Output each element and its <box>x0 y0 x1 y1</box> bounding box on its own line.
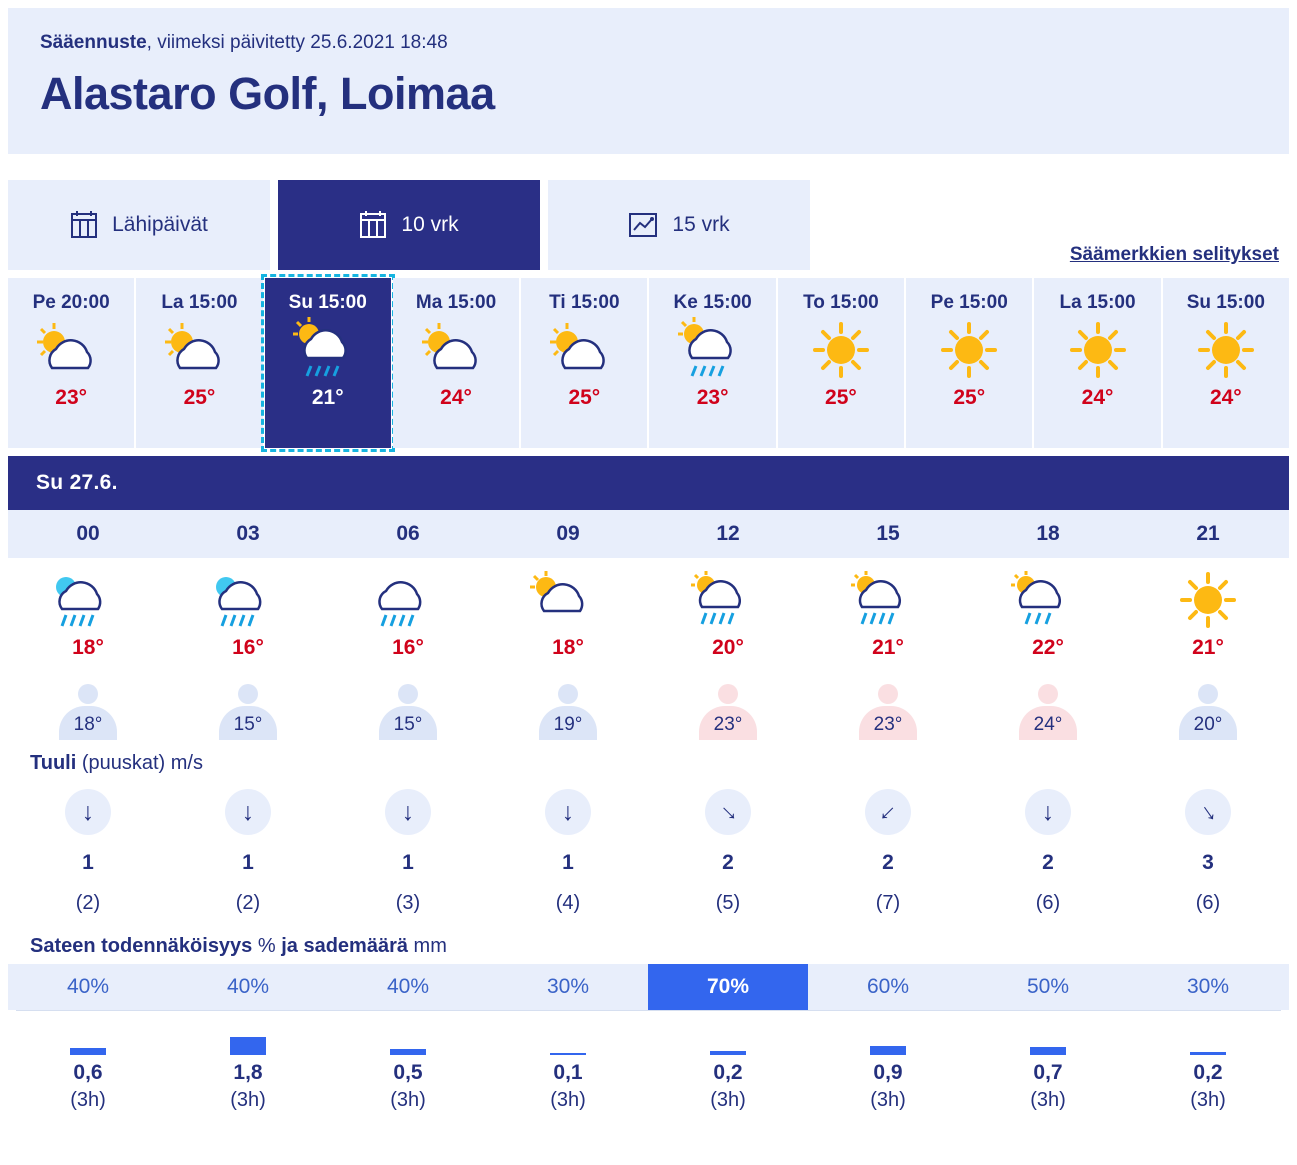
wind-speed: 2 <box>722 851 734 874</box>
precip-period: (3h) <box>70 1089 106 1111</box>
wind-arrow-cell <box>8 781 168 843</box>
day-label: To 15:00 <box>803 292 879 313</box>
precip-bar <box>550 1053 586 1055</box>
precip-period: (3h) <box>1030 1089 1066 1111</box>
precip-amount-cell <box>8 1025 168 1119</box>
day-label: Su 15:00 <box>1186 292 1265 313</box>
feels-like-value: 15° <box>393 714 423 735</box>
hour-weather-cell <box>808 568 968 668</box>
feels-like-cell <box>808 668 968 740</box>
precip-amount-cell <box>488 1025 648 1119</box>
hour-label: 03 <box>236 522 260 545</box>
hour-label: 00 <box>76 522 100 545</box>
precip-period: (3h) <box>230 1089 266 1111</box>
person-silhouette-icon <box>859 682 917 740</box>
precip-mm: 0,6 <box>73 1061 103 1084</box>
tab-label: 10 vrk <box>401 213 459 236</box>
partly-cloudy-icon <box>152 314 246 386</box>
forecast-updated-meta <box>40 32 1289 54</box>
wind-speed: 1 <box>562 851 574 874</box>
ten-day-strip <box>8 278 1289 448</box>
precip-mm: 0,2 <box>1193 1061 1223 1084</box>
precip-probability: 40% <box>66 975 110 998</box>
precip-mm: 1,8 <box>233 1061 263 1084</box>
person-silhouette-icon <box>699 682 757 740</box>
calendar-icon <box>70 210 98 240</box>
feels-like-value: 20° <box>1193 714 1223 735</box>
wind-speed: 1 <box>82 851 94 874</box>
tab-10-vrk[interactable] <box>278 180 540 270</box>
wind-speed: 1 <box>242 851 254 874</box>
feels-like-cell <box>168 668 328 740</box>
sunny-icon <box>934 314 1004 386</box>
person-silhouette-icon <box>379 682 437 740</box>
hour-temp: 16° <box>232 636 264 659</box>
hour-weather-cell <box>648 568 808 668</box>
calendar-icon <box>359 210 387 240</box>
hour-label: 12 <box>716 522 740 545</box>
hour-label: 18 <box>1036 522 1060 545</box>
precipitation-section-label <box>8 923 1289 964</box>
wind-gust: (6) <box>1195 891 1221 914</box>
wind-arrow-row <box>8 781 1289 843</box>
precip-bar <box>1030 1047 1066 1055</box>
precip-bar <box>1190 1052 1226 1055</box>
wind-arrow-cell <box>488 781 648 843</box>
wind-speed: 3 <box>1202 851 1214 874</box>
wind-gust: (2) <box>235 891 261 914</box>
sunny-icon <box>1173 568 1243 636</box>
sunny-icon <box>806 314 876 386</box>
selected-date-bar: Su 27.6. <box>8 456 1289 510</box>
day-card-2[interactable] <box>265 278 391 448</box>
cloudy-rain-night-icon <box>200 568 296 636</box>
hour-label: 06 <box>396 522 420 545</box>
feels-like-value: 19° <box>553 714 583 735</box>
day-card-4[interactable] <box>521 278 647 448</box>
feels-like-value: 15° <box>233 714 263 735</box>
day-label: Su 15:00 <box>288 292 367 313</box>
day-card-8[interactable] <box>1034 278 1160 448</box>
feels-like-value: 24° <box>1033 714 1063 735</box>
day-temp: 25° <box>953 386 986 409</box>
precip-period: (3h) <box>550 1089 586 1111</box>
sunny-icon <box>1063 314 1133 386</box>
wind-gust: (7) <box>875 891 901 914</box>
hour-temp: 18° <box>72 636 104 659</box>
day-temp: 25° <box>183 386 216 409</box>
partly-cloudy-rain-icon <box>680 568 776 636</box>
wind-label-rest: (puuskat) m/s <box>76 752 203 774</box>
wind-gust-row <box>8 883 1289 923</box>
hour-label: 15 <box>876 522 900 545</box>
wind-arrow-cell <box>328 781 488 843</box>
hour-weather-cell <box>488 568 648 668</box>
wind-gust: (5) <box>715 891 741 914</box>
forecast-meta-rest: , viimeksi päivitetty 25.6.2021 18:48 <box>146 32 448 53</box>
page-header <box>8 8 1289 154</box>
precip-mm: 0,7 <box>1033 1061 1063 1084</box>
person-silhouette-icon <box>1019 682 1077 740</box>
precip-period: (3h) <box>710 1089 746 1111</box>
wind-direction-arrow-icon: ↓ <box>1185 789 1231 835</box>
precip-period: (3h) <box>870 1089 906 1111</box>
hour-weather-cell <box>168 568 328 668</box>
precip-label-a: Sateen todennäköisyys <box>30 935 253 957</box>
partly-cloudy-rain-icon <box>1000 568 1096 636</box>
wind-speed: 2 <box>1042 851 1054 874</box>
hour-temp: 22° <box>1032 636 1064 659</box>
partly-cloudy-icon <box>537 314 631 386</box>
day-card-0[interactable] <box>8 278 134 448</box>
hour-weather-cell <box>1128 568 1288 668</box>
day-temp: 23° <box>55 386 88 409</box>
wind-direction-arrow-icon: ↓ <box>65 789 111 835</box>
day-temp: 23° <box>696 386 729 409</box>
hour-label: 21 <box>1196 522 1220 545</box>
precip-bar <box>390 1049 426 1055</box>
feels-like-cell <box>328 668 488 740</box>
day-card-9[interactable] <box>1163 278 1289 448</box>
forecast-range-tabbar <box>8 180 1289 270</box>
precip-probability: 70% <box>648 964 808 1010</box>
precip-mm: 0,2 <box>713 1061 743 1084</box>
precip-probability: 40% <box>226 975 270 998</box>
precip-amount-cell <box>808 1025 968 1119</box>
weather-forecast-page <box>0 8 1297 1165</box>
hour-temp: 21° <box>872 636 904 659</box>
precip-mm: 0,1 <box>553 1061 583 1084</box>
precip-label-d: mm <box>407 935 447 957</box>
wind-speed-row <box>8 843 1289 883</box>
wind-label-strong: Tuuli <box>30 752 77 774</box>
wind-direction-arrow-icon: ↓ <box>385 789 431 835</box>
precip-amount-cell <box>168 1025 328 1119</box>
precip-bar <box>870 1046 906 1055</box>
partly-cloudy-rain-icon <box>281 314 375 386</box>
feels-like-value: 23° <box>873 714 903 735</box>
person-silhouette-icon <box>539 682 597 740</box>
day-card-1[interactable] <box>136 278 262 448</box>
precip-mm: 0,9 <box>873 1061 903 1084</box>
tab-lahipaivat[interactable] <box>8 180 270 270</box>
precip-bar <box>230 1037 266 1055</box>
wind-direction-arrow-icon: ↓ <box>865 789 911 835</box>
wind-gust: (4) <box>555 891 581 914</box>
forecast-meta-strong: Sääennuste <box>40 32 147 53</box>
precip-label-b: % <box>252 935 282 957</box>
day-temp: 21° <box>311 386 344 409</box>
feels-like-cell <box>488 668 648 740</box>
wind-gust: (3) <box>395 891 421 914</box>
precip-label-c: ja sademäärä <box>281 935 408 957</box>
day-label: Ke 15:00 <box>673 292 752 313</box>
day-temp: 25° <box>568 386 601 409</box>
hour-temp: 20° <box>712 636 744 659</box>
day-label: Ma 15:00 <box>415 292 497 313</box>
partly-cloudy-icon <box>24 314 118 386</box>
wind-direction-arrow-icon: ↓ <box>705 789 751 835</box>
tab-label: 15 vrk <box>672 213 730 236</box>
wind-arrow-cell <box>968 781 1128 843</box>
precip-amount-cell <box>1128 1025 1288 1119</box>
precip-period: (3h) <box>1190 1089 1226 1111</box>
sunny-icon <box>1191 314 1261 386</box>
hour-temp: 18° <box>552 636 584 659</box>
person-silhouette-icon <box>59 682 117 740</box>
cloudy-rain-night-icon <box>40 568 136 636</box>
hour-weather-cell <box>8 568 168 668</box>
tab-label: Lähipäivät <box>112 213 208 236</box>
feels-like-cell <box>968 668 1128 740</box>
day-label: Pe 20:00 <box>32 292 110 313</box>
day-label: Pe 15:00 <box>930 292 1008 313</box>
partly-cloudy-rain-icon <box>840 568 936 636</box>
hour-label: 09 <box>556 522 580 545</box>
wind-speed: 1 <box>402 851 414 874</box>
hour-weather-cell <box>968 568 1128 668</box>
wind-section-label <box>8 740 1289 781</box>
hour-temp: 16° <box>392 636 424 659</box>
day-temp: 24° <box>1081 386 1114 409</box>
precip-probability: 60% <box>866 975 910 998</box>
precip-bar <box>710 1051 746 1055</box>
person-silhouette-icon <box>219 682 277 740</box>
precip-period: (3h) <box>390 1089 426 1111</box>
wind-direction-arrow-icon: ↓ <box>1025 789 1071 835</box>
day-temp: 25° <box>825 386 857 409</box>
weather-symbols-explanation-link[interactable]: Säämerkkien selitykset <box>1069 244 1279 265</box>
trend-chart-icon <box>628 211 658 239</box>
precip-probability: 30% <box>546 975 590 998</box>
wind-speed: 2 <box>882 851 894 874</box>
hour-weather-cell <box>328 568 488 668</box>
feels-like-value: 23° <box>713 714 743 735</box>
cloudy-rain-icon <box>360 568 456 636</box>
wind-gust: (6) <box>1035 891 1061 914</box>
wind-arrow-cell <box>1128 781 1288 843</box>
day-temp: 24° <box>440 386 472 409</box>
hour-weather-row <box>8 558 1289 668</box>
person-silhouette-icon <box>1179 682 1237 740</box>
day-label: La 15:00 <box>1059 292 1136 313</box>
feels-like-row <box>8 668 1289 740</box>
precip-bar <box>70 1048 106 1055</box>
day-label: La 15:00 <box>161 292 238 313</box>
precip-probability-row <box>8 964 1289 1010</box>
day-card-6[interactable] <box>778 278 904 448</box>
wind-arrow-cell <box>168 781 328 843</box>
wind-gust: (2) <box>75 891 101 914</box>
feels-like-cell <box>8 668 168 740</box>
wind-direction-arrow-icon: ↓ <box>225 789 271 835</box>
precip-amount-cell <box>648 1025 808 1119</box>
precip-amount-cell <box>328 1025 488 1119</box>
partly-cloudy-rain-icon <box>666 314 760 386</box>
hourly-forecast-table <box>8 510 1289 1119</box>
day-label: Ti 15:00 <box>549 292 620 313</box>
precip-amount-row <box>8 1011 1289 1119</box>
precip-amount-cell <box>968 1025 1128 1119</box>
precip-mm: 0,5 <box>393 1061 423 1084</box>
wind-arrow-cell <box>648 781 808 843</box>
wind-arrow-cell <box>808 781 968 843</box>
day-card-5[interactable] <box>649 278 775 448</box>
hour-temp: 21° <box>1192 636 1224 659</box>
day-card-3[interactable] <box>393 278 519 448</box>
precip-probability: 50% <box>1026 975 1070 998</box>
wind-direction-arrow-icon: ↓ <box>545 789 591 835</box>
feels-like-cell <box>1128 668 1288 740</box>
tab-15-vrk[interactable] <box>548 180 810 270</box>
partly-cloudy-icon <box>409 314 503 386</box>
page-title: Alastaro Golf, Loimaa <box>40 68 495 119</box>
hour-header-row <box>8 510 1289 558</box>
precip-probability: 30% <box>1186 975 1230 998</box>
day-card-7[interactable] <box>906 278 1032 448</box>
feels-like-value: 18° <box>73 714 103 735</box>
precip-probability: 40% <box>386 975 430 998</box>
partly-cloudy-icon <box>520 568 616 636</box>
day-temp: 24° <box>1209 386 1242 409</box>
feels-like-cell <box>648 668 808 740</box>
